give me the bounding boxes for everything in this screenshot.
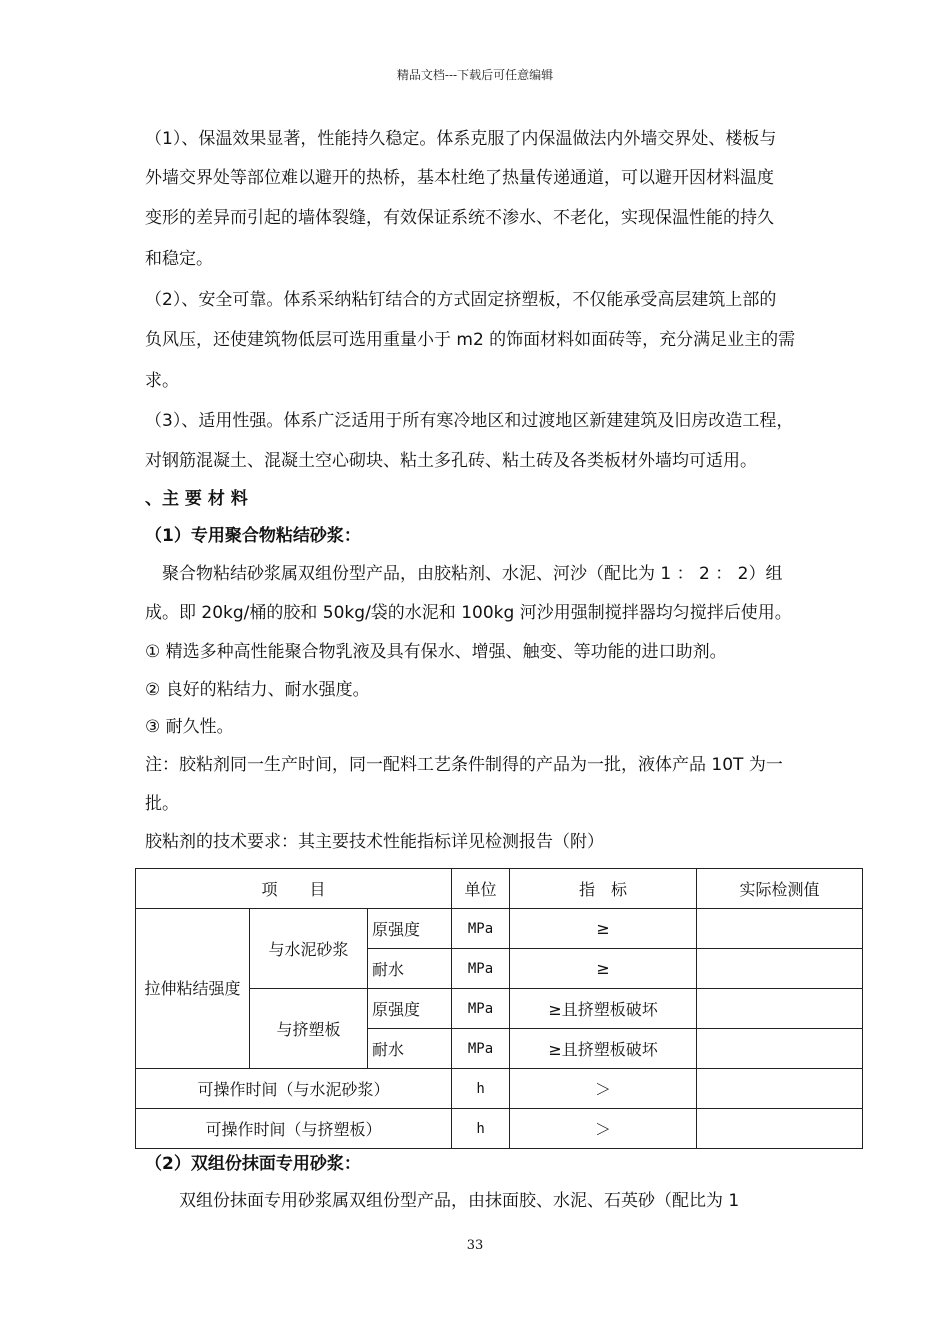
spec-table [135, 868, 863, 1149]
paragraph-line: （1）、保温效果显著，性能持久稳定。体系克服了内保温做法内外墙交界处、楼板与 [145, 129, 777, 149]
cell-unit: MPa [452, 989, 510, 1029]
cell-unit: h [452, 1069, 510, 1109]
subsection-heading: （2）双组份抹面专用砂浆： [145, 1154, 361, 1174]
list-item: ③ 耐久性。 [145, 717, 234, 737]
header-item: 项 目 [136, 869, 452, 909]
section-heading: 、主 要 材 料 [145, 489, 248, 509]
page-number: 33 [466, 1238, 484, 1253]
paragraph-line: 负风压，还使建筑物低层可选用重量小于 m2 的饰面材料如面砖等，充分满足业主的需 [145, 330, 796, 350]
cell-actual [697, 909, 863, 949]
header-spec: 指 标 [510, 869, 697, 909]
paragraph-line: 成。即 20kg/桶的胶和 50kg/袋的水泥和 100kg 河沙用强制搅拌器均匀搅拌后使用。 [145, 603, 792, 623]
cell-unit: MPa [452, 909, 510, 949]
cell-actual [697, 949, 863, 989]
cell-unit: MPa [452, 949, 510, 989]
cell-actual [697, 1069, 863, 1109]
paragraph-line: （2）、安全可靠。体系采纳粘钉结合的方式固定挤塑板，不仅能承受高层建筑上部的 [145, 290, 777, 310]
header-actual: 实际检测值 [697, 869, 863, 909]
cell-spec: ≥ [510, 949, 697, 989]
paragraph-line: 变形的差异而引起的墙体裂缝，有效保证系统不渗水、不老化，实现保温性能的持久 [145, 208, 774, 228]
note-line: 注：胶粘剂同一生产时间，同一配料工艺条件制得的产品为一批，液体产品 10T 为一 [145, 755, 783, 775]
list-item: ② 良好的粘结力、耐水强度。 [145, 680, 370, 700]
cell-spec: ≥且挤塑板破坏 [510, 989, 697, 1029]
list-item: ① 精选多种高性能聚合物乳液及具有保水、增强、触变、等功能的进口助剂。 [145, 642, 727, 662]
subsection-heading: （1）专用聚合物粘结砂浆： [145, 526, 361, 546]
group-cement-mortar: 与水泥砂浆 [250, 909, 368, 989]
paragraph-line: 双组份抹面专用砂浆属双组份型产品，由抹面胶、水泥、石英砂（配比为 1 [145, 1191, 740, 1211]
paragraph-line: 对钢筋混凝土、混凝土空心砌块、粘土多孔砖、粘土砖及各类板材外墙均可适用。 [145, 451, 757, 471]
header-unit: 单位 [452, 869, 510, 909]
cell-item: 原强度 [368, 989, 452, 1029]
table-row [136, 1109, 863, 1149]
cell-item: 耐水 [368, 949, 452, 989]
cell-spec: ≥ [510, 909, 697, 949]
paragraph-line: 和稳定。 [145, 249, 213, 269]
cell-actual [697, 1109, 863, 1149]
cell-unit: MPa [452, 1029, 510, 1069]
cell-actual [697, 989, 863, 1029]
cell-spec: ＞ [510, 1069, 697, 1109]
paragraph-line: 聚合物粘结砂浆属双组份型产品，由胶粘剂、水泥、河沙（配比为 1 ： 2 ： 2）组 [145, 564, 783, 584]
table-header-row [136, 869, 863, 909]
page-header: 精品文档---下载后可任意编辑 [396, 68, 554, 82]
paragraph-line: 求。 [145, 371, 179, 391]
cell-item: 可操作时间（与挤塑板） [136, 1109, 452, 1149]
table-row [136, 1069, 863, 1109]
paragraph-line: 外墙交界处等部位难以避开的热桥，基本杜绝了热量传递通道，可以避开因材料温度 [145, 168, 774, 188]
note-line: 批。 [145, 794, 179, 814]
cell-spec: ≥且挤塑板破坏 [510, 1029, 697, 1069]
paragraph-line: （3）、适用性强。体系广泛适用于所有寒冷地区和过渡地区新建建筑及旧房改造工程， [145, 411, 794, 431]
group-xps-board: 与挤塑板 [250, 989, 368, 1069]
cell-item: 耐水 [368, 1029, 452, 1069]
cell-actual [697, 1029, 863, 1069]
table-caption: 胶粘剂的技术要求：其主要技术性能指标详见检测报告（附） [145, 832, 604, 852]
group-tensile-strength: 拉伸粘结强度 [136, 909, 250, 1069]
cell-item: 可操作时间（与水泥砂浆） [136, 1069, 452, 1109]
table-row [136, 909, 863, 949]
cell-spec: ＞ [510, 1109, 697, 1149]
cell-item: 原强度 [368, 909, 452, 949]
cell-unit: h [452, 1109, 510, 1149]
